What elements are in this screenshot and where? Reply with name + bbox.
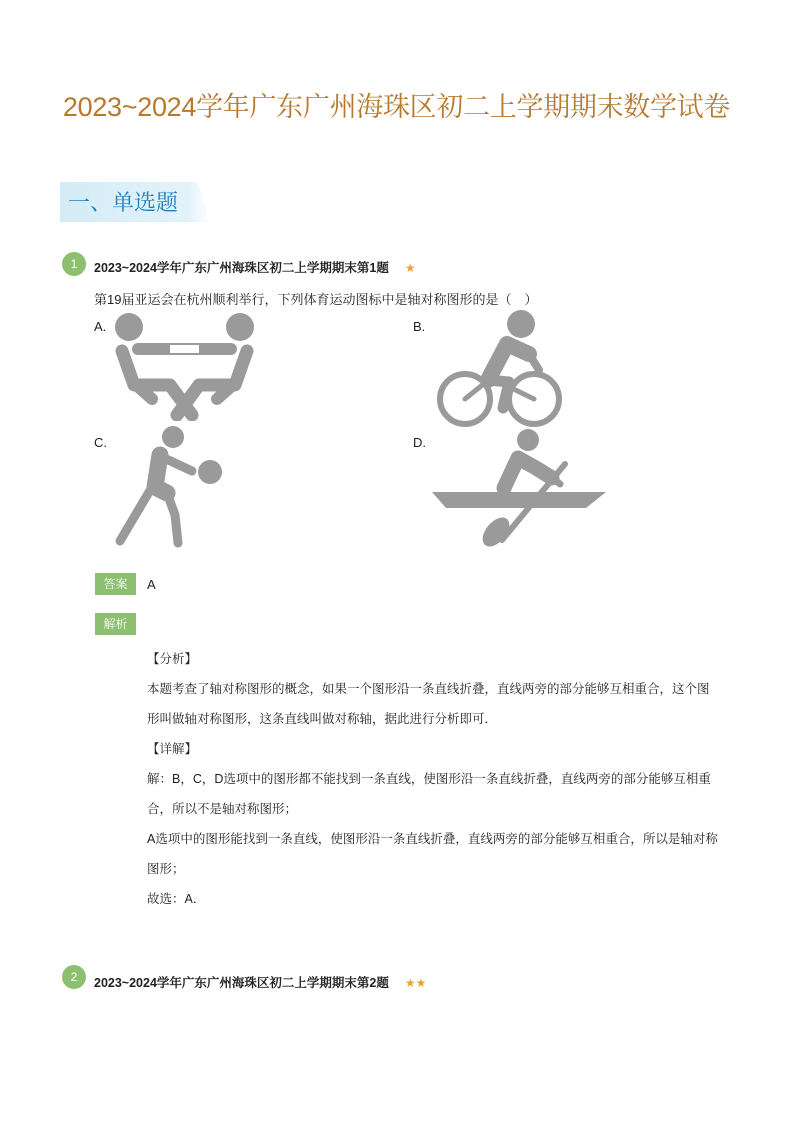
option-b-label: B. <box>413 319 426 334</box>
analysis-body <box>147 644 719 914</box>
option-c-label: C. <box>94 435 107 450</box>
question-number-badge: 2 <box>62 965 86 989</box>
handball-icon <box>112 425 227 550</box>
option-a-label: A. <box>94 319 107 334</box>
analysis-paragraph: 本题考查了轴对称图形的概念，如果一个图形沿一条直线折叠，直线两旁的部分能够互相重合，这个图形叫做轴对称图形，这条直线叫做对称轴，据此进行分析即可． <box>147 682 710 726</box>
detail-heading: 【详解】 <box>147 742 198 756</box>
tug-of-war-icon <box>112 309 257 421</box>
cycling-icon <box>433 308 565 428</box>
canoe-icon <box>432 428 608 552</box>
difficulty-stars: ★★ <box>404 976 427 990</box>
conclusion: 故选：A． <box>147 892 206 906</box>
section-title: 一、单选题 <box>68 190 179 215</box>
question-header <box>94 973 426 991</box>
question-source: 2023~2024学年广东广州海珠区初二上学期期末第2题 <box>94 976 389 990</box>
page-title: 2023~2024学年广东广州海珠区初二上学期期末数学试卷 <box>62 92 731 122</box>
difficulty-stars: ★ <box>404 261 416 275</box>
analysis-heading: 【分析】 <box>147 652 198 666</box>
detail-paragraph: A选项中的图形能找到一条直线，使图形沿一条直线折叠，直线两旁的部分能够互相重合，所以是轴对称图形； <box>147 832 718 876</box>
question-header <box>94 258 416 276</box>
answer-value: A <box>147 577 156 592</box>
question-source: 2023~2024学年广东广州海珠区初二上学期期末第1题 <box>94 261 389 275</box>
question-stem: 第19届亚运会在杭州顺利举行，下列体育运动图标中是轴对称图形的是（ ） <box>94 292 538 307</box>
detail-paragraph: 解：B，C，D选项中的图形都不能找到一条直线，使图形沿一条直线折叠，直线两旁的部分能够互相重合，所以不是轴对称图形； <box>147 772 711 816</box>
option-d-label: D. <box>413 435 426 450</box>
answer-tag: 答案 <box>95 573 136 595</box>
question-number-badge: 1 <box>62 252 86 276</box>
analysis-tag: 解析 <box>95 613 136 635</box>
